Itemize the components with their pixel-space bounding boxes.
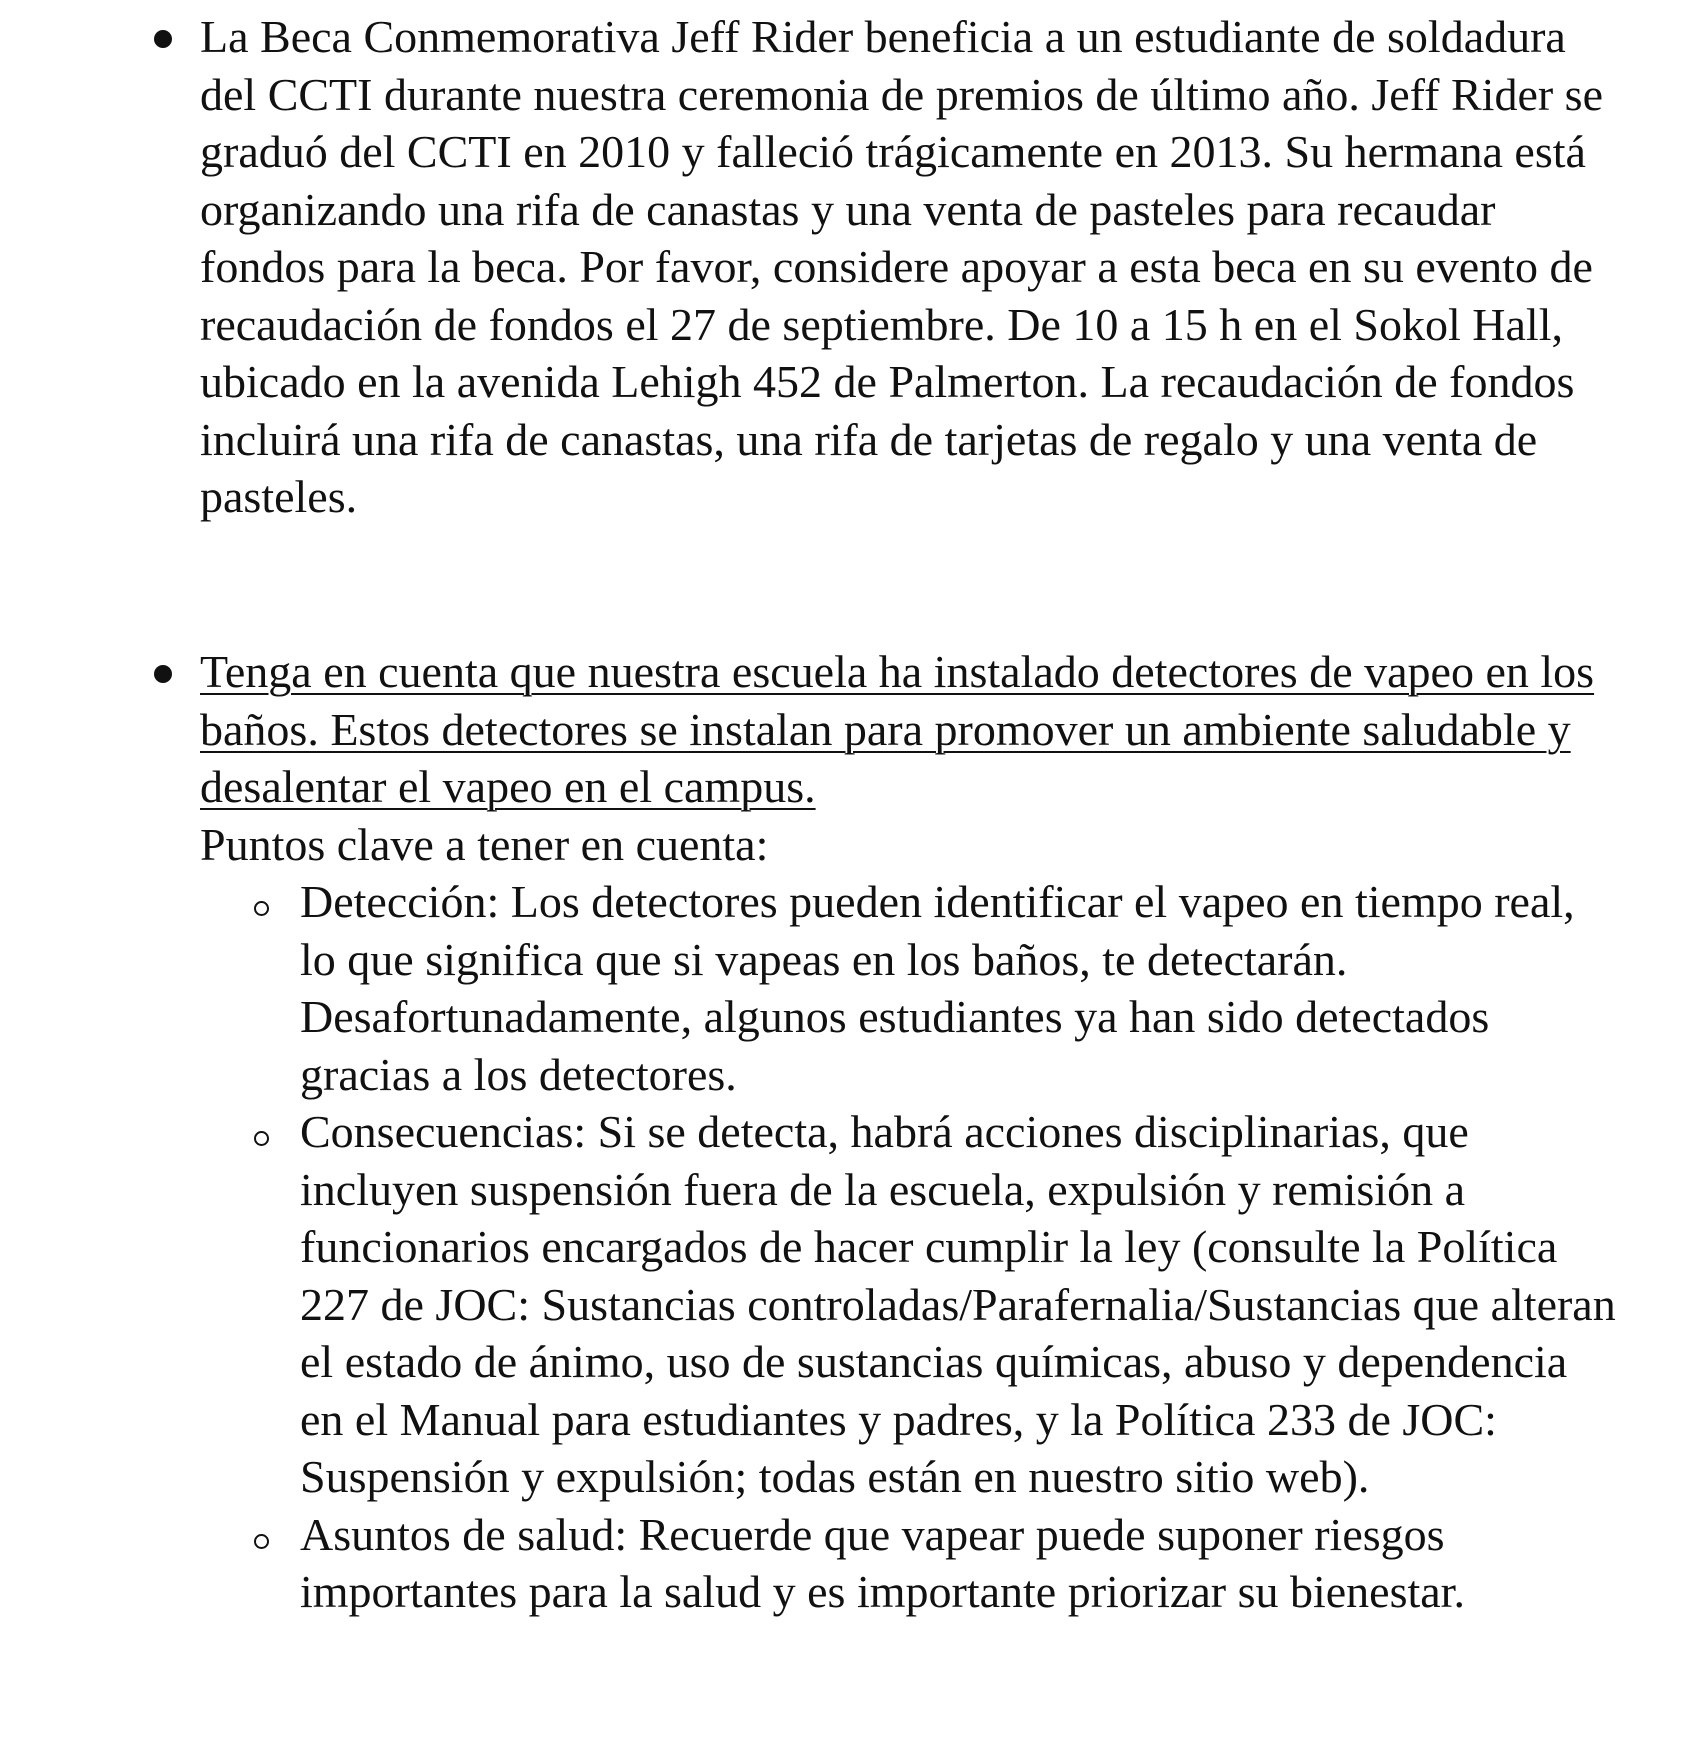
- hollow-circle-bullet-icon: [254, 1534, 269, 1549]
- bullet-icon: [154, 665, 172, 683]
- bullet-item-scholarship: [200, 8, 1620, 526]
- key-point-consequences: [200, 1103, 1620, 1506]
- key-point-text: Detección: Los detectores pueden identificar el vapeo en tiempo real, lo que significa que si vapeas en los baños, te detectarán. Desafortunadamente, algunos estudiantes ya han sido detectados gracias a los detectores.: [300, 876, 1575, 1100]
- vape-detectors-notice: Tenga en cuenta que nuestra escuela ha instalado detectores de vapeo en los baños. Estos detectores se instalan para promover un ambiente saludable y desalentar el vapeo en el campus.: [200, 646, 1595, 812]
- key-point-health: [200, 1506, 1620, 1621]
- key-points-intro: Puntos clave a tener en cuenta:: [200, 818, 769, 870]
- hollow-circle-bullet-icon: [254, 1131, 269, 1146]
- key-point-detection: [200, 873, 1620, 1103]
- key-point-text: Consecuencias: Si se detecta, habrá acciones disciplinarias, que incluyen suspensión fuera de la escuela, expulsión y remisión a funcionarios encargados de hacer cumplir la ley (consulte la Política 227 de JOC: Sustancias controladas/Parafernalia/Sustancias que alteran el estado de ánimo, uso de sustancias químicas, abuso y dependencia en el Manual para estudiantes y padres, y la Política 233 de JOC: Suspensión y expulsión; todas están en nuestro sitio web).: [300, 1106, 1616, 1502]
- bullet-icon: [154, 30, 172, 48]
- key-points-list: [200, 873, 1620, 1621]
- bullet-item-vape-detectors: [200, 643, 1620, 1621]
- scholarship-paragraph: La Beca Conmemorativa Jeff Rider beneficia a un estudiante de soldadura del CCTI durante nuestra ceremonia de premios de último año. Jeff Rider se graduó del CCTI en 2010 y falleció trágicamente en 2013. Su hermana está organizando una rifa de canastas y una venta de pasteles para recaudar fondos para la beca. Por favor, considere apoyar a esta beca en su evento de recaudación de fondos el 27 de septiembre. De 10 a 15 h en el Sokol Hall, ubicado en la avenida Lehigh 452 de Palmerton. La recaudación de fondos incluirá una rifa de canastas, una rifa de tarjetas de regalo y una venta de pasteles.: [200, 11, 1603, 522]
- key-point-text: Asuntos de salud: Recuerde que vapear puede suponer riesgos importantes para la salud y es importante priorizar su bienestar.: [300, 1508, 1465, 1617]
- hollow-circle-bullet-icon: [254, 901, 269, 916]
